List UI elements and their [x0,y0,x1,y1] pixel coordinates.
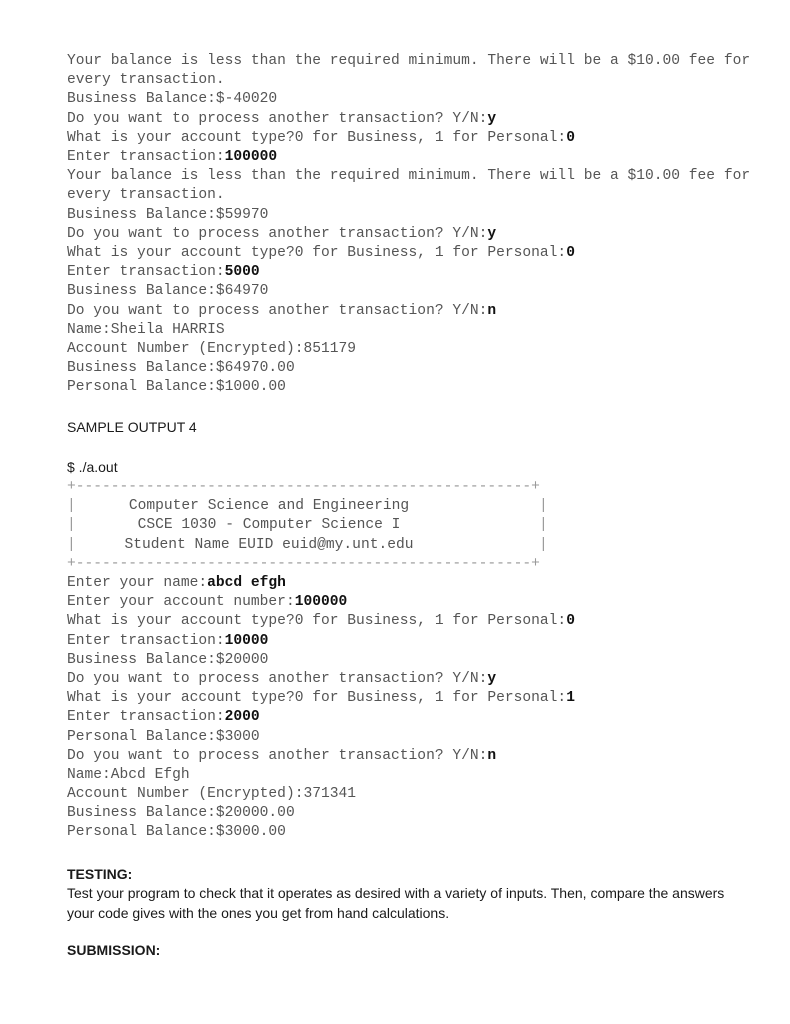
terminal-line [67,148,767,167]
user-input: n [487,302,497,319]
terminal-text: Enter transaction: [67,709,225,726]
terminal-text: What is your account type?0 for Business, 1 for Personal: [67,613,567,630]
terminal-text: Enter transaction: [67,264,225,281]
banner-bottom-border: +----------------------------------------------------+ [67,555,540,572]
terminal-text: Personal Balance:$3000 [67,728,260,745]
terminal-line [67,282,767,301]
terminal-line [67,689,767,708]
user-input: 100000 [294,594,348,611]
terminal-line [67,244,767,263]
terminal-text: Your balance is less than the required minimum. There will be a $10.00 fee for every transaction. [67,53,759,89]
user-input: y [487,225,497,242]
user-input: 0 [566,129,575,146]
terminal-text: What is your account type?0 for Business, 1 for Personal: [67,244,567,261]
terminal-line [67,340,767,359]
terminal-line [67,632,767,651]
user-input: 0 [566,613,575,630]
terminal-text: Enter transaction: [67,632,225,649]
terminal-line [67,359,767,378]
banner-bar-right: | [539,536,548,553]
banner-bar-left: | [67,536,76,553]
user-input: n [487,747,497,764]
terminal-line [67,766,767,785]
user-input: 2000 [224,709,260,726]
user-input: 100000 [224,148,278,165]
user-input: y [487,110,497,127]
terminal-text: Do you want to process another transaction? Y/N: [67,670,488,687]
submission-heading: SUBMISSION: [67,942,161,958]
terminal-text: Personal Balance:$3000.00 [67,824,286,841]
terminal-text: Do you want to process another transaction? Y/N: [67,302,488,319]
terminal-text: Business Balance:$59970 [67,206,269,223]
terminal-line [67,167,757,205]
user-input: abcd efgh [207,575,286,591]
terminal-line [67,110,767,129]
banner-text-department: Computer Science and Engineering [128,498,410,515]
testing-heading: TESTING: [67,866,133,882]
terminal-text: What is your account type?0 for Business, 1 for Personal: [67,129,567,146]
terminal-output-block-2 [67,574,767,843]
banner-line [67,497,548,516]
banner-top-border: +----------------------------------------------------+ [67,479,540,495]
terminal-line [67,728,767,747]
terminal-text: Your balance is less than the required minimum. There will be a $10.00 fee for every transaction. [67,168,759,204]
terminal-line [67,52,757,90]
terminal-text: Enter transaction: [67,148,225,165]
terminal-line [67,378,767,397]
banner-bar-right: | [539,498,548,515]
terminal-text: Business Balance:$20000.00 [67,805,295,822]
terminal-text: Business Balance:$64970 [67,283,269,300]
user-input: 10000 [224,632,269,649]
terminal-text: Do you want to process another transaction? Y/N: [67,225,488,242]
banner-bar-left: | [67,517,76,534]
user-input: y [487,670,497,687]
terminal-text: Business Balance:$20000 [67,651,269,668]
user-input: 5000 [224,264,260,281]
terminal-output-block-1 [67,52,767,397]
terminal-text: What is your account type?0 for Business, 1 for Personal: [67,690,567,707]
terminal-text: Account Number (Encrypted):371341 [67,786,357,803]
terminal-text: Enter your name: [67,575,208,591]
terminal-text: Account Number (Encrypted):851179 [67,340,357,357]
terminal-line [67,90,767,109]
terminal-line [67,708,767,727]
user-input: 1 [566,690,575,707]
terminal-line [67,804,767,823]
terminal-line [67,670,767,689]
terminal-line [67,823,767,842]
terminal-text: Name:Abcd Efgh [67,766,190,783]
terminal-line [67,785,767,804]
terminal-text: Business Balance:$-40020 [67,91,278,108]
sample-output-heading: SAMPLE OUTPUT 4 [67,419,197,435]
banner-line [67,516,548,535]
banner-text-student: Student Name EUID euid@my.unt.edu [124,536,414,553]
terminal-text: Do you want to process another transaction? Y/N: [67,110,488,127]
banner-line [67,536,548,555]
terminal-line [67,263,767,282]
terminal-line [67,129,767,148]
terminal-text: Enter your account number: [67,594,295,611]
command-line: $ ./a.out [67,459,118,475]
banner-text-course: CSCE 1030 - Computer Science I [137,517,401,534]
banner-bar-right: | [539,517,548,534]
terminal-text: Do you want to process another transaction? Y/N: [67,747,488,764]
terminal-text: Business Balance:$64970.00 [67,360,295,377]
terminal-line [67,593,767,612]
program-banner [67,478,548,574]
terminal-line [67,321,767,340]
terminal-line [67,574,767,593]
terminal-line [67,651,767,670]
terminal-line [67,612,767,631]
terminal-line [67,302,767,321]
banner-bar-left: | [67,498,76,515]
testing-paragraph: Test your program to check that it operates as desired with a variety of inputs. Then, compare the answers your code gives with the ones you get from hand calculations. [67,885,725,921]
terminal-text: Name:Sheila HARRIS [67,321,225,338]
terminal-line [67,206,767,225]
user-input: 0 [566,244,575,261]
terminal-line [67,225,767,244]
terminal-line [67,747,767,766]
terminal-text: Personal Balance:$1000.00 [67,379,286,396]
